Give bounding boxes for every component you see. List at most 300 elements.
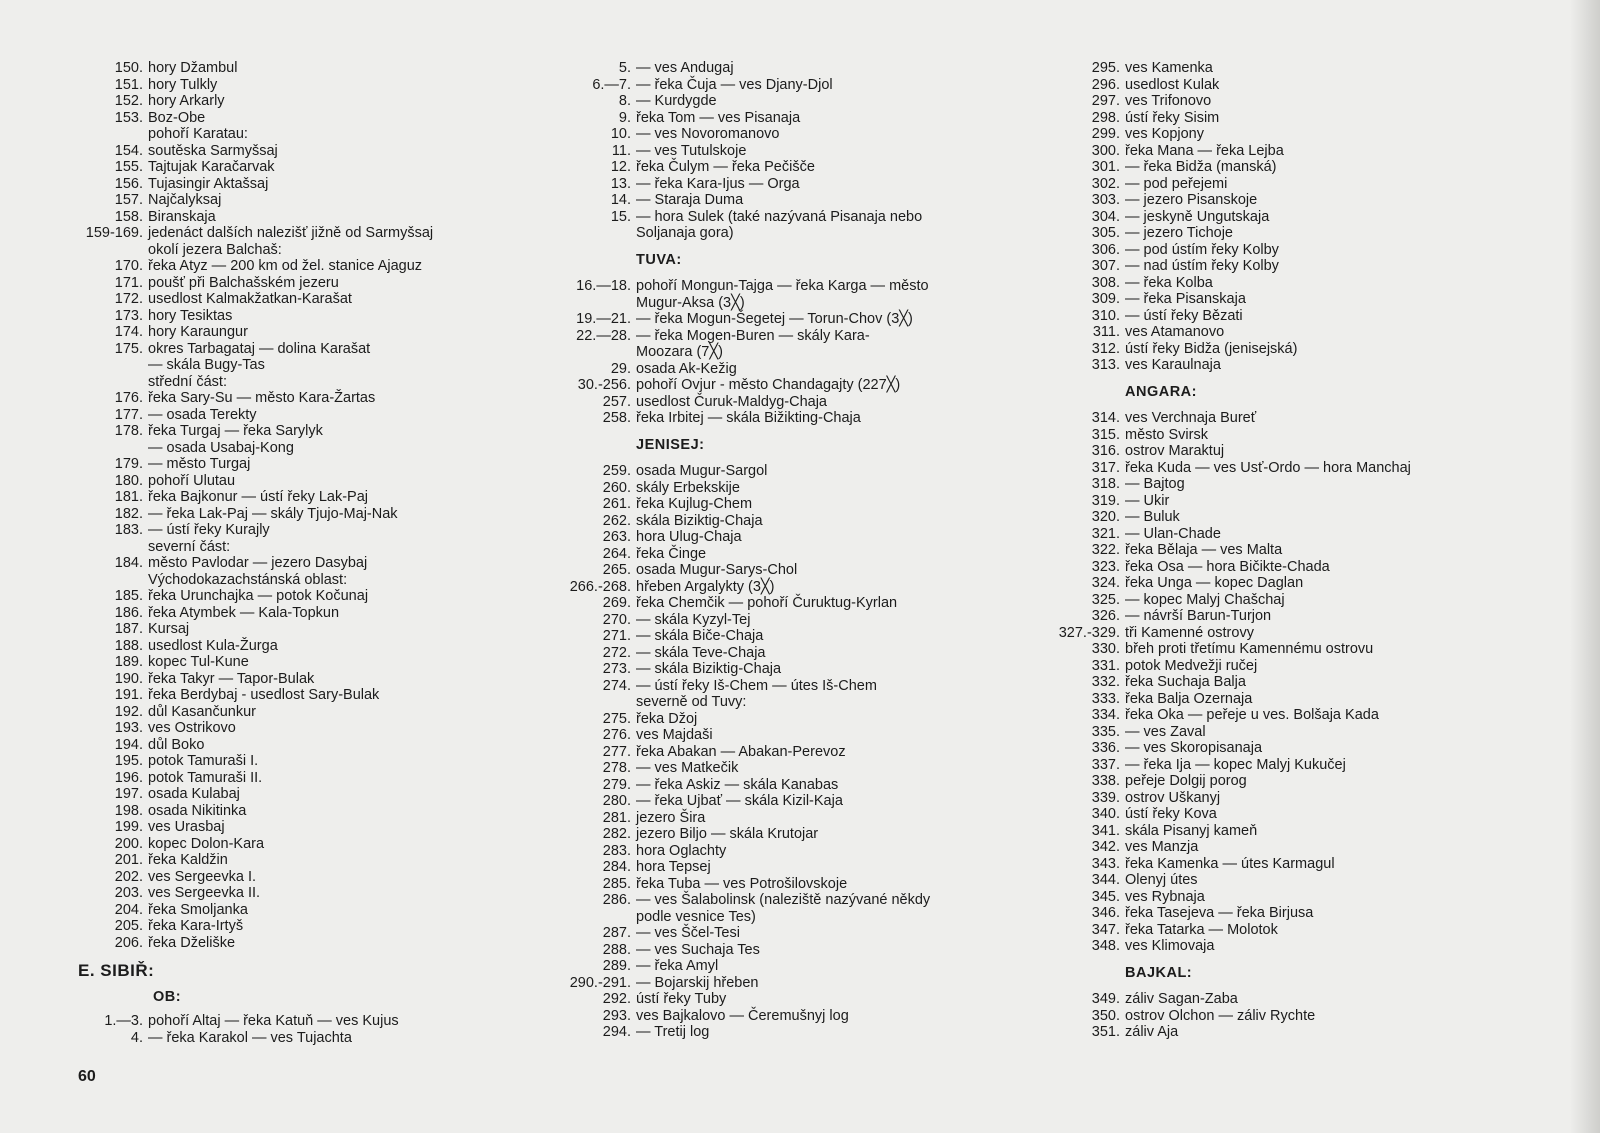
item-text: podle vesnice Tes) (636, 908, 756, 925)
list-item (1055, 542, 1575, 559)
list-left (78, 60, 548, 951)
item-number: 320. (1091, 509, 1120, 525)
item-number: 334. (1091, 707, 1120, 723)
item-text: ostrov Maraktuj (1125, 443, 1225, 459)
item-number: 16.—18. (576, 278, 631, 294)
list-item (1055, 806, 1575, 823)
list-item (78, 918, 548, 935)
item-text: důl Boko (148, 736, 205, 753)
item-text: pohoří Karatau: (148, 126, 248, 142)
item-text: ves Trifonovo (1125, 93, 1212, 109)
item-number (566, 344, 636, 361)
list-item (1055, 357, 1575, 374)
item-text: hory Džambul (148, 60, 238, 76)
item-text: Kursaj (148, 621, 190, 637)
item-text: střední část: (148, 373, 227, 390)
list-item (566, 958, 1036, 975)
list-item (566, 678, 1036, 695)
item-text: hory Tesiktas (148, 307, 233, 324)
list-item (566, 760, 1036, 777)
item-text: ústí řeky Kova (1125, 806, 1217, 822)
list-item (78, 770, 548, 787)
item-number: 193. (114, 720, 143, 736)
list-item (1055, 625, 1575, 642)
item-number: 293. (602, 1007, 631, 1024)
item-number: 195. (114, 753, 143, 769)
list-item (1055, 641, 1575, 658)
item-number: 294. (602, 1024, 631, 1040)
item-text: pohoří Ulutau (148, 472, 236, 489)
item-number: 303. (1091, 192, 1120, 208)
item-text: řeka Tom — ves Pisanaja (636, 109, 801, 126)
list-item (1055, 674, 1575, 691)
item-text: řeka Atyz — 200 km od žel. stanice Ajaguz (148, 258, 423, 274)
item-text: důl Kasančunkur (148, 703, 257, 720)
list-item (566, 126, 1036, 143)
item-text: — ves Andugaj (636, 60, 734, 76)
item-text: kopec Dolon-Kara (148, 835, 265, 852)
item-text: hory Karaungur (148, 324, 248, 340)
list-item (78, 555, 548, 572)
item-number: 326. (1091, 608, 1120, 624)
item-number: 297. (1091, 93, 1120, 109)
item-text: — skála Biziktig-Chaja (636, 661, 782, 677)
item-number: 181. (114, 489, 143, 505)
list-item (78, 192, 548, 209)
list-item (78, 324, 548, 341)
list-item (566, 925, 1036, 942)
item-number (78, 357, 148, 374)
item-number: 173. (114, 307, 143, 324)
column-left (78, 60, 548, 1046)
item-text: řeka Bělaja — ves Malta (1125, 542, 1283, 558)
item-number: 14. (610, 192, 631, 208)
item-text: — ves Šalabolinsk (naleziště nazývané někdy (636, 892, 931, 908)
list-item (78, 869, 548, 886)
item-number: 188. (114, 637, 143, 654)
item-number: 159-169. (85, 225, 143, 241)
item-number: 280. (602, 793, 631, 809)
list-item (1055, 691, 1575, 708)
item-text: — ústí řeky Kurajly (148, 522, 270, 538)
item-number: 22.—28. (576, 327, 631, 344)
list-item (566, 876, 1036, 893)
item-number: 284. (602, 859, 631, 875)
item-text: řeka Takyr — Tapor-Bulak (148, 670, 315, 687)
item-number: 283. (602, 842, 631, 859)
item-number: 302. (1091, 175, 1120, 192)
list-item (1055, 856, 1575, 873)
item-text: ves Atamanovo (1125, 324, 1225, 340)
item-number: 278. (602, 760, 631, 776)
item-text: ostrov Olchon — záliv Rychte (1125, 1007, 1316, 1024)
item-text: — ves Novoromanovo (636, 126, 780, 142)
item-number: 5. (618, 60, 631, 76)
item-text: — řeka Karakol — ves Tujachta (148, 1029, 352, 1046)
list-item (566, 1024, 1036, 1041)
list-item (1055, 60, 1575, 77)
item-number: 260. (602, 479, 631, 496)
list-item (78, 159, 548, 176)
item-number: 319. (1091, 492, 1120, 509)
item-number: 9. (618, 109, 631, 126)
list-item (78, 704, 548, 721)
item-number: 310. (1091, 307, 1120, 324)
list-item (566, 826, 1036, 843)
item-text: řeka Mana — řeka Lejba (1125, 142, 1284, 159)
item-number: 333. (1091, 690, 1120, 707)
item-number (78, 126, 148, 143)
item-number: 317. (1091, 459, 1120, 476)
list-item (1055, 93, 1575, 110)
list-item (566, 579, 1036, 596)
list-item (78, 737, 548, 754)
list-item (1055, 773, 1575, 790)
item-number: 153. (114, 109, 143, 126)
item-number: 282. (602, 826, 631, 842)
item-number: 1.—3. (104, 1013, 143, 1029)
list-item (1055, 242, 1575, 259)
list-middle (566, 60, 1036, 242)
item-number: 274. (602, 677, 631, 694)
item-number: 318. (1091, 476, 1120, 492)
list-item (78, 885, 548, 902)
item-text: břeh proti třetímu Kamennému ostrovu (1125, 641, 1374, 657)
list-item (566, 377, 1036, 394)
list-item (78, 786, 548, 803)
section-heading-jenisej: JENISEJ: (636, 436, 705, 453)
list-ob (78, 1013, 548, 1046)
list-item (1055, 427, 1575, 444)
list-item (78, 588, 548, 605)
list-item (1055, 757, 1575, 774)
item-text: ves Ostrikovo (148, 720, 236, 736)
list-item (1055, 889, 1575, 906)
list-item (78, 621, 548, 638)
item-number: 151. (114, 76, 143, 93)
item-text: — jezero Tichoje (1125, 225, 1233, 241)
list-item (1055, 460, 1575, 477)
list-item (566, 176, 1036, 193)
list-item (1055, 77, 1575, 94)
item-text: — město Turgaj (148, 456, 251, 472)
item-text: řeka Unga — kopec Daglan (1125, 575, 1304, 591)
list-item (78, 605, 548, 622)
list-item (1055, 410, 1575, 427)
item-number: 154. (114, 142, 143, 159)
item-text: řeka Bajkonur — ústí řeky Lak-Paj (148, 489, 369, 505)
item-number: 348. (1091, 938, 1120, 954)
list-item (1055, 159, 1575, 176)
item-text: hory Tulkly (148, 76, 218, 93)
item-text: řeka Oka — peřeje u ves. Bolšaja Kada (1125, 707, 1379, 723)
item-number: 271. (602, 628, 631, 644)
item-text: osada Mugur-Sarys-Chol (636, 562, 798, 578)
item-text: řeka Čulym — řeka Pečišče (636, 159, 815, 175)
item-text: řeka Turgaj — řeka Sarylyk (148, 423, 323, 439)
item-number: 184. (114, 555, 143, 571)
item-number: 316. (1091, 443, 1120, 459)
item-number: 174. (114, 324, 143, 340)
item-number: 261. (602, 496, 631, 512)
list-item (566, 777, 1036, 794)
list-item (566, 991, 1036, 1008)
item-text: osada Nikitinka (148, 802, 247, 819)
item-number: 330. (1091, 641, 1120, 657)
list-item (78, 110, 548, 127)
list-item (566, 546, 1036, 563)
item-number: 10. (610, 126, 631, 142)
list-item (566, 843, 1036, 860)
item-number: 301. (1091, 159, 1120, 175)
item-number: 170. (114, 258, 143, 274)
item-text: — Bajtog (1125, 476, 1185, 492)
list-item (1055, 308, 1575, 325)
section-heading-ob: OB: (153, 989, 182, 1005)
item-text: řeka Kaldžin (148, 852, 228, 868)
item-text: — řeka Ujbať — skála Kizil-Kaja (636, 793, 843, 809)
item-text: ostrov Uškanyj (1125, 789, 1221, 806)
item-text: ves Sergeevka II. (148, 885, 261, 901)
list-item (566, 942, 1036, 959)
list-item (78, 390, 548, 407)
list-item (566, 727, 1036, 744)
list-item (566, 595, 1036, 612)
item-number: 288. (602, 941, 631, 958)
list-item (1055, 608, 1575, 625)
item-number: 201. (114, 852, 143, 868)
list-item (78, 473, 548, 490)
list-item (78, 77, 548, 94)
item-number (78, 572, 148, 589)
list-item (78, 308, 548, 325)
item-text: — řeka Lak-Paj — skály Tjujo-Maj-Nak (148, 505, 398, 522)
list-item (78, 357, 548, 374)
item-number: 304. (1091, 208, 1120, 225)
list-item (78, 1030, 548, 1047)
item-number: 340. (1091, 806, 1120, 822)
item-number: 336. (1091, 740, 1120, 756)
item-text: — ústí řeky Bězati (1125, 307, 1243, 324)
item-text: ves Verchnaja Bureť (1125, 410, 1257, 426)
list-item (566, 463, 1036, 480)
item-text: severně od Tuvy: (636, 694, 747, 710)
list-item (1055, 658, 1575, 675)
item-text: ústí řeky Tuby (636, 991, 727, 1007)
item-text: — ves Ščel-Tesi (636, 925, 740, 941)
item-text: — Tretij log (636, 1024, 710, 1040)
item-text: Tajtujak Karačarvak (148, 159, 275, 175)
list-item (78, 374, 548, 391)
item-number: 202. (114, 868, 143, 885)
list-item (78, 803, 548, 820)
list-item (566, 1008, 1036, 1025)
item-number: 11. (611, 142, 631, 159)
item-text: tři Kamenné ostrovy (1125, 624, 1254, 641)
list-item (78, 60, 548, 77)
list-item (566, 143, 1036, 160)
item-number: 300. (1091, 142, 1120, 159)
list-item (78, 671, 548, 688)
item-number: 276. (602, 727, 631, 743)
item-number: 205. (114, 918, 143, 934)
item-number: 187. (114, 621, 143, 637)
item-number: 157. (114, 192, 143, 208)
item-number: 178. (114, 423, 143, 439)
item-number: 204. (114, 901, 143, 918)
item-text: — Ulan-Chade (1125, 525, 1221, 542)
item-text: skála Pisanyj kameň (1125, 822, 1258, 839)
list-item (78, 242, 548, 259)
list-item (1055, 1024, 1575, 1041)
item-number: 321. (1091, 525, 1120, 542)
item-text: řeka Atymbek — Kala-Topkun (148, 604, 340, 621)
list-item (1055, 823, 1575, 840)
item-number: 189. (114, 654, 143, 670)
item-number: 313. (1091, 357, 1120, 373)
item-number: 343. (1091, 855, 1120, 872)
item-number: 198. (114, 802, 143, 819)
list-item (1055, 341, 1575, 358)
item-text: řeka Urunchajka — potok Kočunaj (148, 588, 369, 604)
item-text: severní část: (148, 538, 231, 555)
item-text: jezero Biljo — skála Krutojar (636, 826, 819, 842)
item-number: 290.-291. (569, 974, 631, 991)
item-text: Východokazachstánská oblast: (148, 571, 348, 588)
item-text: pohoří Altaj — řeka Katuň — ves Kujus (148, 1013, 399, 1029)
list-item (1055, 126, 1575, 143)
list-item (566, 110, 1036, 127)
item-number: 324. (1091, 575, 1120, 591)
list-item (1055, 324, 1575, 341)
column-middle (566, 60, 1036, 1041)
item-number: 190. (114, 670, 143, 687)
item-text: hora Oglachty (636, 842, 727, 859)
item-text: ves Majdaši (636, 727, 713, 743)
item-number: 194. (114, 736, 143, 753)
item-text: ves Sergeevka I. (148, 868, 256, 885)
item-text: — Kurdygde (636, 93, 717, 109)
list-item (566, 645, 1036, 662)
item-number: 12. (610, 159, 631, 175)
item-text: — ves Matkečik (636, 760, 739, 776)
item-number: 344. (1091, 872, 1120, 888)
list-item (78, 407, 548, 424)
item-text: město Svirsk (1125, 426, 1208, 443)
list-item (566, 394, 1036, 411)
column-right (1055, 60, 1575, 1041)
list-item (78, 572, 548, 589)
item-text: řeka Berdybaj - usedlost Sary-Bulak (148, 687, 380, 703)
item-number: 327.-329. (1058, 624, 1120, 641)
item-number: 172. (114, 291, 143, 307)
list-jenisej (566, 463, 1036, 1041)
item-number (566, 694, 636, 711)
list-item (1055, 1008, 1575, 1025)
item-number: 337. (1091, 756, 1120, 773)
item-text: potok Tamuraši I. (148, 753, 259, 769)
item-number: 182. (114, 505, 143, 522)
item-number: 197. (114, 786, 143, 802)
list-item (78, 456, 548, 473)
list-item (78, 93, 548, 110)
item-number: 311. (1092, 324, 1120, 340)
list-tuva (566, 278, 1036, 427)
item-text: — jeskyně Ungutskaja (1125, 208, 1270, 225)
page-number: 60 (78, 1068, 96, 1085)
item-number: 289. (602, 958, 631, 974)
item-text: peřeje Dolgij porog (1125, 773, 1247, 789)
item-text: řeka Kujlug-Chem (636, 496, 753, 512)
item-number: 171. (114, 274, 143, 291)
item-number: 306. (1091, 241, 1120, 258)
list-item (1055, 275, 1575, 292)
item-text: osada Mugur-Sargol (636, 463, 768, 479)
item-text: — skála Bugy-Tas (148, 357, 265, 373)
item-number: 312. (1091, 340, 1120, 357)
list-item (566, 209, 1036, 226)
item-number: 264. (602, 545, 631, 562)
list-item (566, 278, 1036, 295)
item-text: skála Biziktig-Chaja (636, 512, 763, 529)
item-number: 332. (1091, 674, 1120, 690)
item-text: — Bojarskij hřeben (636, 974, 759, 991)
item-number: 186. (114, 604, 143, 621)
item-number: 309. (1091, 291, 1120, 307)
list-item (78, 506, 548, 523)
list-item (566, 77, 1036, 94)
item-number: 273. (602, 661, 631, 677)
list-item (78, 258, 548, 275)
list-item (566, 480, 1036, 497)
item-number: 266.-268. (569, 578, 631, 595)
item-number: 345. (1091, 888, 1120, 905)
item-text: — řeka Mogen-Buren — skály Kara- (636, 327, 870, 344)
list-item (566, 612, 1036, 629)
item-number: 257. (602, 393, 631, 410)
item-text: hřeben Argalykty (3╳) (636, 578, 775, 595)
item-text: ves Rybnaja (1125, 888, 1205, 905)
item-number: 335. (1091, 723, 1120, 740)
item-text: — řeka Kara-Ijus — Orga (636, 175, 800, 192)
item-text: řeka Tasejeva — řeka Birjusa (1125, 905, 1314, 921)
list-item (566, 192, 1036, 209)
list-item (1055, 790, 1575, 807)
item-number: 341. (1091, 822, 1120, 839)
item-text: — jezero Pisanskoje (1125, 192, 1258, 208)
list-item (566, 225, 1036, 242)
item-number: 185. (114, 588, 143, 604)
list-bajkal (1055, 991, 1575, 1041)
list-item (78, 638, 548, 655)
item-text: město Pavlodar — jezero Dasybaj (148, 555, 368, 571)
item-text: Boz-Obe (148, 109, 206, 126)
item-number: 183. (114, 522, 143, 538)
item-number (78, 242, 148, 259)
list-item (1055, 143, 1575, 160)
item-number: 150. (114, 60, 143, 76)
list-item (566, 694, 1036, 711)
list-item (1055, 291, 1575, 308)
item-text: — řeka Amyl (636, 958, 719, 974)
item-text: řeka Chemčik — pohoří Čuruktug-Kyrlan (636, 595, 898, 611)
item-number (78, 539, 148, 556)
list-item (78, 126, 548, 143)
item-number: 175. (114, 340, 143, 357)
item-text: — hora Sulek (také nazývaná Pisanaja nebo (636, 208, 923, 225)
item-text: řeka Tuba — ves Potrošilovskoje (636, 875, 848, 892)
item-number: 338. (1091, 773, 1120, 789)
